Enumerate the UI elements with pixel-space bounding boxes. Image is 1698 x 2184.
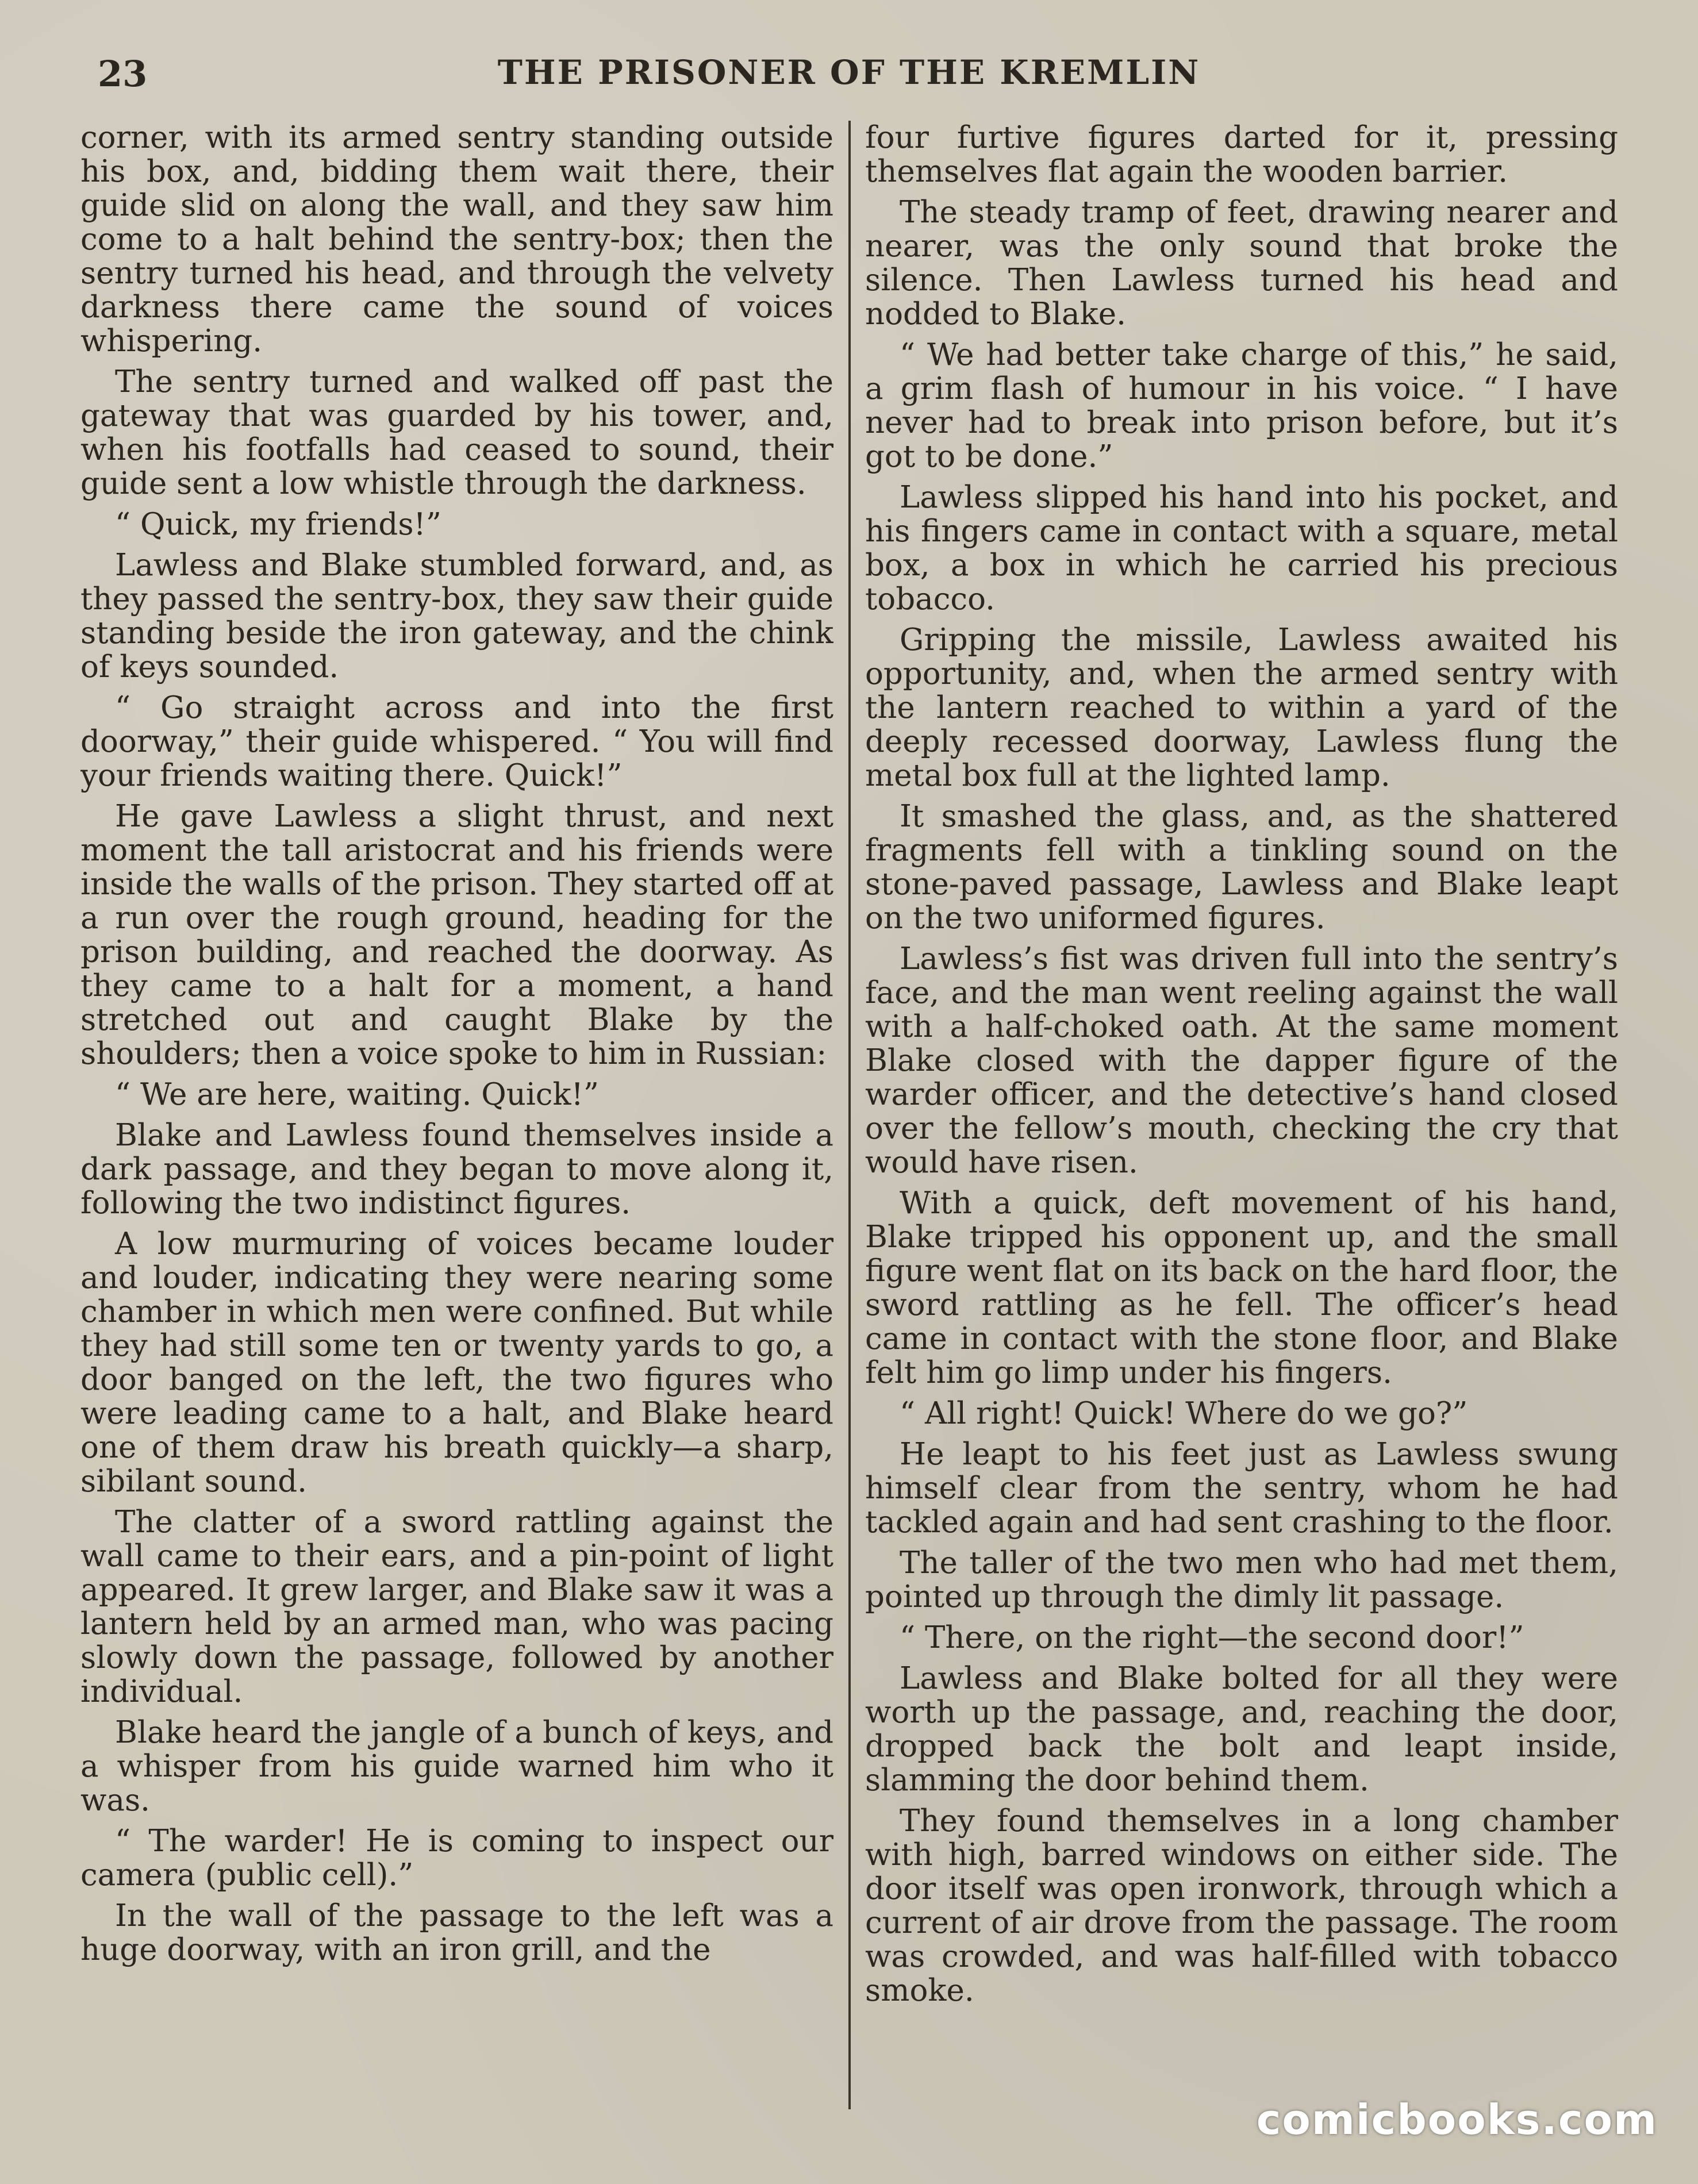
paragraph: Blake heard the jangle of a bunch of keys, and a whisper from his guide warned him who it was.: [80, 1715, 833, 1818]
paragraph: “ We had better take charge of this,” he said, a grim flash of humour in his voice. “ I have never had to break into prison before, but it’s got to be done.”: [865, 337, 1618, 474]
paragraph: Lawless slipped his hand into his pocket, and his fingers came in contact with a square, metal box, a box in which he carried his precious tobacco.: [865, 480, 1618, 617]
paragraph: It smashed the glass, and, as the shattered fragments fell with a tinkling sound on the stone-paved passage, Lawless and Blake leapt on the two uniformed figures.: [865, 799, 1618, 936]
paragraph: Blake and Lawless found themselves inside a dark passage, and they began to move along it, following the two indistinct figures.: [80, 1118, 833, 1221]
paragraph: The sentry turned and walked off past the gateway that was guarded by his tower, and, when his footfalls had ceased to sound, their guide sent a low whistle through the darkness.: [80, 364, 833, 501]
paragraph: The clatter of a sword rattling against the wall came to their ears, and a pin-point of light appeared. It grew larger, and Blake saw it was a lantern held by an armed man, who was pacing slowly down the passage, followed by another individual.: [80, 1505, 833, 1709]
paragraph: Lawless’s fist was driven full into the sentry’s face, and the man went reeling against the wall with a half-choked oath. At the same moment Blake closed with the dapper figure of the warder officer, and the detective’s hand closed over the fellow’s mouth, checking the cry that would have risen.: [865, 941, 1618, 1180]
paragraph: Gripping the missile, Lawless awaited his opportunity, and, when the armed sentry with the lantern reached to within a yard of the deeply recessed doorway, Lawless flung the metal box full at the lighted lamp.: [865, 622, 1618, 793]
paragraph: “ All right! Quick! Where do we go?”: [900, 1396, 1468, 1431]
page-header: [86, 53, 1612, 99]
paragraph: They found themselves in a long chamber with high, barred windows on either side. The door itself was open ironwork, through which a current of air drove from the passage. The room was crowded, and was half-filled with tobacco smoke.: [865, 1804, 1618, 2008]
column-rule: [848, 121, 851, 2109]
right-column: [865, 121, 1618, 2109]
paragraph: He gave Lawless a slight thrust, and next moment the tall aristocrat and his friends were inside the walls of the prison. They started off at a run over the rough ground, heading for the prison building, and reached the doorway. As they came to a halt for a moment, a hand stretched out and caught Blake by the shoulders; then a voice spoke to him in Russian:: [80, 799, 833, 1071]
paragraph: “ There, on the right—the second door!”: [900, 1620, 1524, 1655]
paragraph: “ Go straight across and into the first doorway,” their guide whispered. “ You will find your friends waiting there. Quick!”: [80, 690, 833, 793]
paragraph: With a quick, deft movement of his hand, Blake tripped his opponent up, and the small figure went flat on its back on the hard floor, the sword rattling as he fell. The officer’s head came in contact with the stone floor, and Blake felt him go limp under his fingers.: [865, 1186, 1618, 1390]
running-title: THE PRISONER OF THE KREMLIN: [497, 53, 1201, 92]
paragraph: “ The warder! He is coming to inspect our camera (public cell).”: [80, 1824, 833, 1893]
paragraph: corner, with its armed sentry standing outside his box, and, bidding them wait there, their guide slid on along the wall, and they saw him come to a halt behind the sentry-box; then the sentry turned his head, and through the velvety darkness there came the sound of voices whispering.: [80, 121, 833, 359]
paragraph: In the wall of the passage to the left was a huge doorway, with an iron grill, and the: [80, 1898, 833, 1967]
paragraph: The steady tramp of feet, drawing nearer and nearer, was the only sound that broke the silence. Then Lawless turned his head and nodded to Blake.: [865, 195, 1618, 332]
paragraph: four furtive figures darted for it, pressing themselves flat again the wooden barrier.: [865, 121, 1618, 189]
paragraph: He leapt to his feet just as Lawless swung himself clear from the sentry, whom he had tackled again and had sent crashing to the floor.: [865, 1437, 1618, 1540]
paragraph: Lawless and Blake stumbled forward, and, as they passed the sentry-box, they saw their guide standing beside the iron gateway, and the chink of keys sounded.: [80, 548, 833, 685]
page-number: 23: [98, 53, 148, 95]
paragraph: The taller of the two men who had met them, pointed up through the dimly lit passage.: [865, 1545, 1618, 1614]
left-column: [80, 121, 833, 2109]
paragraph: Lawless and Blake bolted for all they were worth up the passage, and, reaching the door, dropped back the bolt and leapt inside, slamming the door behind them.: [865, 1661, 1618, 1798]
paragraph: “ We are here, waiting. Quick!”: [115, 1077, 599, 1112]
paragraph: A low murmuring of voices became louder and louder, indicating they were nearing some chamber in which men were confined. But while they had still some ten or twenty yards to go, a door banged on the left, the two figures who were leading came to a halt, and Blake heard one of them draw his breath quickly—a sharp, sibilant sound.: [80, 1226, 833, 1499]
watermark: comicbooks.com: [1256, 2095, 1658, 2144]
paragraph: “ Quick, my friends!”: [115, 507, 441, 542]
